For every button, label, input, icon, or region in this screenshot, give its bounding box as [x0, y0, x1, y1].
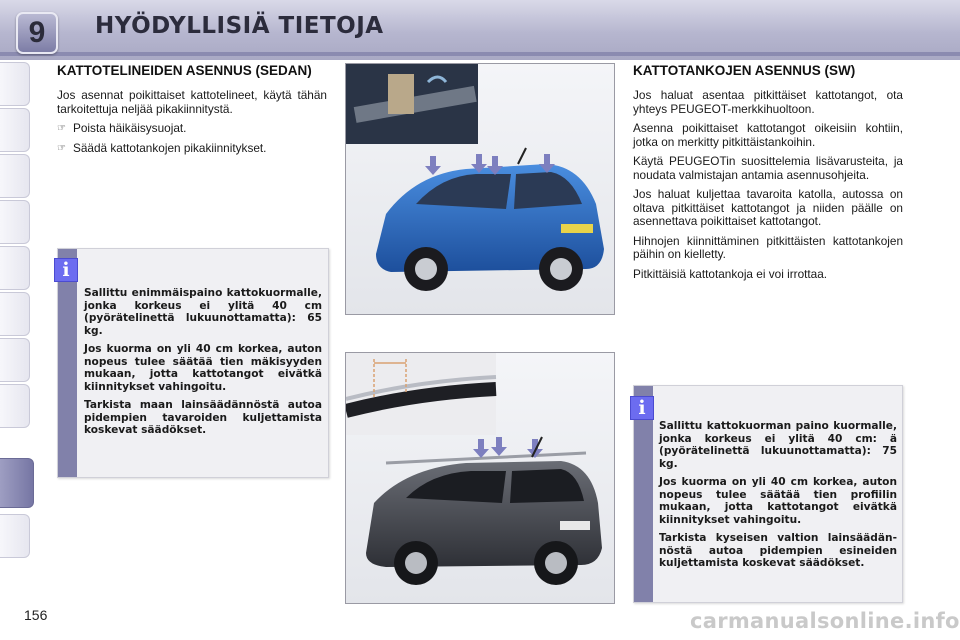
- page-title: HYÖDYLLISIÄ TIETOJA: [95, 13, 384, 39]
- chapter-tab[interactable]: [0, 246, 30, 290]
- sw-paragraph: Jos haluat asentaa pitkittäiset kattotangot, ota yhteys PEUGEOT-merkkihuoltoon.: [633, 88, 903, 116]
- sw-paragraph: Jos haluat kuljettaa tavaroita katolla, autossa on oltava pitkittäiset kattotangot ja niiden päälle on asennettava poikittaiset kattotangot.: [633, 187, 903, 228]
- pointing-hand-icon: ☞: [57, 123, 66, 134]
- chapter-tab[interactable]: [0, 384, 30, 428]
- page-header: [0, 0, 960, 60]
- sw-paragraph: Käytä PEUGEOTin suosittelemia lisävarusteita, ja noudata valmistajan antamia asennusohjeita.: [633, 154, 903, 182]
- sedan-roof-rack-photo: [345, 63, 615, 315]
- sw-section: [633, 63, 903, 287]
- chapter-tab-active[interactable]: [0, 458, 34, 508]
- sedan-section: [57, 63, 327, 161]
- sw-roof-rack-photo: [345, 352, 615, 604]
- page-number: 156: [24, 607, 48, 623]
- pointing-hand-icon: ☞: [57, 142, 66, 154]
- sedan-heading: KATTOTELINEIDEN ASENNUS (SEDAN): [57, 63, 312, 78]
- chapter-tab[interactable]: [0, 154, 30, 198]
- chapter-tab[interactable]: [0, 62, 30, 106]
- info-stripe: [58, 249, 77, 477]
- sw-car-illustration: [346, 353, 614, 603]
- sedan-bullet-1: ☞ Poista häikäisysuojat.: [57, 121, 187, 135]
- chapter-tab[interactable]: [0, 514, 30, 558]
- info-icon: i: [630, 396, 654, 420]
- sedan-info-box: [57, 248, 329, 478]
- chapter-number-badge: 9: [16, 12, 58, 54]
- sedan-car-illustration: [346, 64, 614, 314]
- sedan-bullet-2: ☞ Säädä kattotankojen pikakiinnitykset.: [57, 140, 267, 155]
- chapter-tabs: [0, 62, 32, 574]
- sw-paragraph: Asenna poikittaiset kattotangot oikeisiin kohtiin, jotka on merkitty pitkittäistankoihin.: [633, 121, 903, 149]
- sw-paragraph: Hihnojen kiinnittäminen pitkittäisten kattotankojen päihin on kielletty.: [633, 233, 903, 261]
- info-icon: i: [54, 258, 78, 282]
- chapter-tab[interactable]: [0, 292, 30, 336]
- chapter-tab[interactable]: [0, 338, 30, 382]
- sw-info-text: Sallittu kattokuorman paino kuormalle, jonka korkeus ei ylitä 40 cm: ä (pyörätelinettä lukuunottamatta): 75 kg. Jos kuorma on yli 40 cm korkea, auton nopeus tulee säätää tien profiilin mukaan, jotta kattotangot eivätkä kiinnitykset vahingoitu. Tarkista kyseisen valtion lainsäädännöstä autoa pidempien esineiden kuljettamista koskevat säädökset.: [659, 420, 897, 569]
- sw-heading: KATTOTANKOJEN ASENNUS (SW): [633, 63, 856, 78]
- sw-paragraph: Pitkittäisiä kattotankoja ei voi irrottaa.: [633, 266, 828, 281]
- chapter-tab[interactable]: [0, 200, 30, 244]
- watermark: carmanualsonline.info: [690, 609, 960, 633]
- sedan-info-text: Sallittu enimmäispaino kattokuormalle, jonka korkeus ei ylitä 40 cm (pyörätelinettä lukuunottamatta): 65 kg. Jos kuorma on yli 40 cm korkea, auton nopeus tulee säätää tien mäkisyyden mukaan, jotta kattotangot eivätkä kiinnitykset vahingoitu. Tarkista maan lainsäädännöstä autoa pidempien tavaroiden kuljettamista koskevat säädökset.: [84, 287, 322, 436]
- chapter-tab[interactable]: [0, 108, 30, 152]
- sw-info-box: [633, 385, 903, 603]
- sedan-intro: Jos asennat poikittaiset kattotelineet, käytä tähän tarkoitettuja neljää pikakiinnitystä.: [57, 88, 327, 116]
- header-divider: [0, 52, 960, 56]
